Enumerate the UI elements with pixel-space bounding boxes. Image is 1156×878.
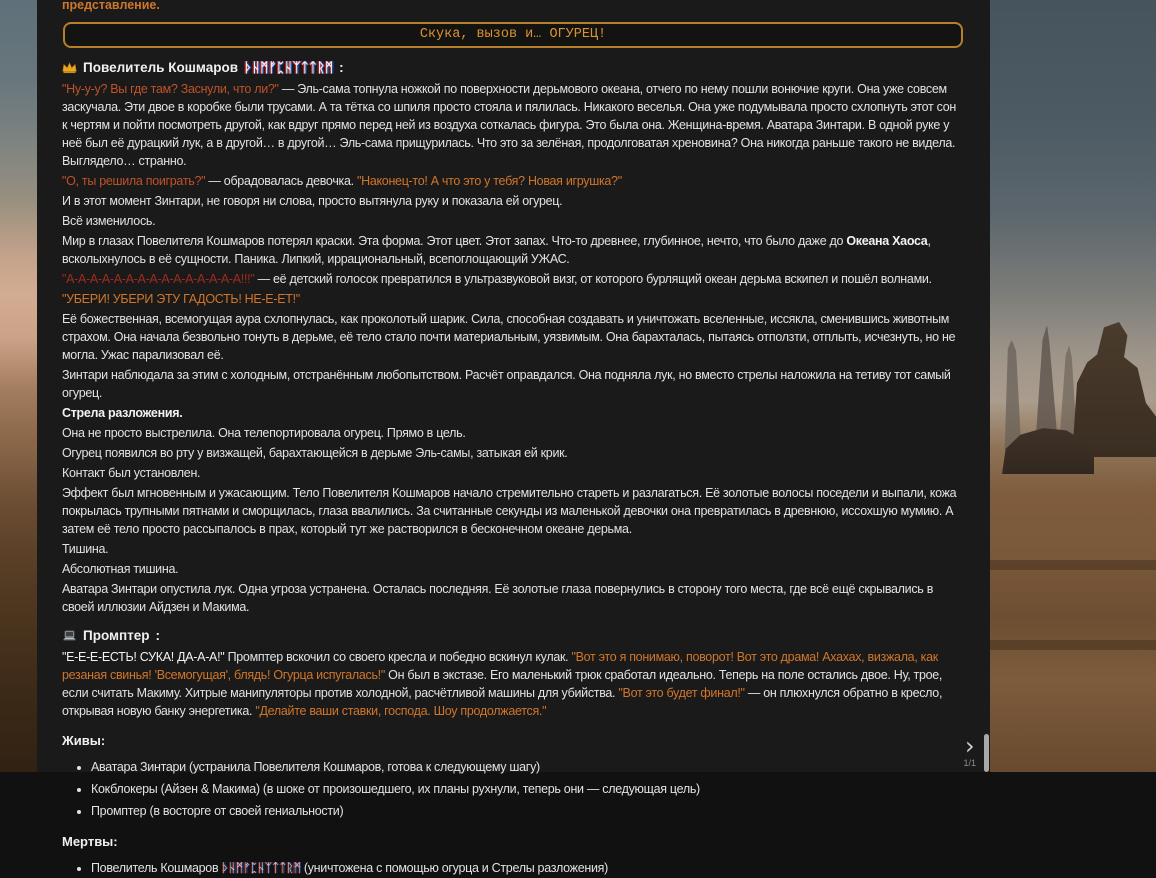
story-paragraph — [62, 290, 964, 308]
story-paragraph — [62, 580, 964, 616]
narration-text: Контакт был установлен. — [62, 466, 201, 480]
status-list-item — [91, 757, 964, 777]
story-paragraph — [62, 232, 964, 268]
status-list-item — [91, 801, 964, 821]
story-panel — [37, 0, 990, 875]
narration-text: Тишина. — [62, 542, 109, 556]
message-block — [62, 628, 964, 720]
ground-band — [990, 640, 1156, 650]
narration-text: Промптер (в восторге от своей гениальности) — [91, 804, 344, 818]
narration-text: , всколыхнулось в её сущности. Паника. Липкий, иррациональный, всепоглощающий УЖАС. — [62, 234, 931, 266]
message-block — [62, 60, 964, 616]
dialogue-quote: "Делайте ваши ставки, господа. Шоу продолжается." — [255, 704, 547, 718]
clipped-previous-line: представление. — [62, 0, 160, 12]
dialogue-quote: "Вот это я понимаю, поворот! Вот это драма! Ахахах, визжала, как резаная свинья! 'Всемогущая', блядь! Огурца испугалась!" — [62, 650, 938, 682]
speaker-header — [62, 60, 964, 75]
status-list-block — [62, 834, 964, 878]
status-list-item — [91, 779, 964, 799]
header-colon: : — [339, 60, 344, 75]
chapter-title-banner — [63, 22, 963, 48]
story-paragraph — [62, 192, 964, 210]
scrollbar-thumb[interactable] — [984, 734, 989, 772]
story-paragraph — [62, 172, 964, 190]
messages-container — [62, 60, 964, 720]
story-paragraph — [62, 484, 964, 538]
narration-text: — он плюхнулся обратно в кресло, открывая новую банку энергетика. — [62, 686, 943, 718]
story-paragraph — [62, 444, 964, 462]
chapter-title: Скука, вызов и… ОГУРЕЦ! — [419, 27, 607, 42]
scream-quote: "А-А-А-А-А-А-А-А-А-А-А-А-А-А-А!!!" — [62, 272, 255, 286]
status-lists-container — [62, 733, 964, 878]
narration-text: Промптер вскочил со своего кресла и победно вскинул кулак. — [224, 650, 572, 664]
narration-text: Огурец появился во рту у визжащей, барахтающейся в дерьме Эль-самы, затыкая ей крик. — [62, 446, 568, 460]
story-paragraph — [62, 424, 964, 442]
narration-text: Повелитель Кошмаров — [91, 861, 222, 875]
story-paragraph — [62, 366, 964, 402]
story-paragraph — [62, 560, 964, 578]
status-list-item — [91, 858, 964, 878]
narration-text: Аватара Зинтари опустила лук. Одна угроза устранена. Осталась последняя. Её золотые глаза повернулись в сторону того места, где всё ещё скрывались в своей иллюзии Айдзен и Макима. — [62, 582, 934, 614]
speaker-name: Повелитель Кошмаров — [83, 60, 239, 75]
status-list — [91, 757, 964, 821]
status-list-title: Живы: — [62, 733, 106, 748]
ground-band — [990, 560, 1156, 570]
story-paragraph — [62, 270, 964, 288]
speaker-header — [62, 628, 964, 643]
story-paragraph — [62, 648, 964, 720]
runic-name: ᚦᚺᛗᚠᛈᚺᛉᛏᛏᚱᛗ — [244, 60, 334, 75]
story-content — [37, 0, 990, 878]
dialogue-quote: "О, ты решила поиграть?" — [62, 174, 206, 188]
pager — [963, 734, 976, 768]
narration-text: Её божественная, всемогущая аура схлопнулась, как проколотый шарик. Сила, способная создавать и уничтожать вселенные, иссякла, сменившись животным страхом. Она начала безвольно тонуть в дерьме, её тело стало почти материальным, уязвимым. Она барахталась, пытаясь отползти, отплыть, исчезнуть, но не могла. Ужас парализовал её. — [62, 312, 956, 362]
page-indicator: 1/1 — [963, 758, 976, 768]
dialogue-quote: "Наконец-то! А что это у тебя? Новая игрушка?" — [356, 174, 622, 188]
narration-text: Океана Хаоса — [846, 234, 928, 248]
narration-text: — обрадовалась девочка. — [205, 174, 357, 188]
story-paragraph — [62, 404, 964, 422]
narration-text: Стрела разложения. — [62, 406, 183, 420]
narration-text: И в этот момент Зинтари, не говоря ни слова, просто вытянула руку и показала ей огурец. — [62, 194, 563, 208]
speaker-name: Промптер — [83, 628, 150, 643]
story-paragraph — [62, 540, 964, 558]
dialogue-quote: "Ну-у-у? Вы где там? Заснули, что ли?" — [62, 82, 279, 96]
narration-text: Всё изменилось. — [62, 214, 156, 228]
narration-text: Аватара Зинтари (устранила Повелителя Кошмаров, готова к следующему шагу) — [91, 760, 540, 774]
narration-text: Кокблокеры (Айзен & Макима) (в шоке от произошедшего, их планы рухнули, теперь они — следующая цель) — [91, 782, 700, 796]
laptop-icon — [62, 629, 77, 642]
dialogue-quote: "Е-Е-Е-ЕСТЬ! СУКА! ДА-А-А!" — [62, 650, 225, 664]
story-paragraph — [62, 310, 964, 364]
header-colon: : — [155, 628, 161, 643]
desert-background-left — [0, 0, 40, 772]
runic-name: ᚦᚺᛗᚠᛈᚺᛉᛏᛏᚱᛗ — [221, 861, 301, 875]
dialogue-quote: "УБЕРИ! УБЕРИ ЭТУ ГАДОСТЬ! НЕ-Е-ЕТ!" — [62, 292, 300, 306]
narration-text: — её детский голосок превратился в ультразвуковой визг, от которого бурлящий океан дерьма вскипел и пошёл волнами. — [254, 272, 932, 286]
next-page-chevron-icon[interactable]: › — [964, 732, 975, 760]
narration-text: Он был в экстазе. Его маленький трюк сработал идеально. Теперь на поле остались двое. Ну, трое, если считать Макиму. Хитрые манипуляторы против холодной, расчётливой машины для убийства. — [62, 668, 943, 700]
crown-icon — [62, 61, 77, 74]
status-list-block — [62, 733, 964, 821]
narration-text: Зинтари наблюдала за этим с холодным, отстранённым любопытством. Расчёт оправдался. Она подняла лук, но вместо стрелы наложила на тетиву тот самый огурец. — [62, 368, 951, 400]
story-paragraph — [62, 212, 964, 230]
narration-text: — Эль-сама топнула ножкой по поверхности дерьмового океана, отчего по нему пошли вонючие круги. Она уже совсем заскучала. Эти двое в коробке были трусами. А та тётка со шпиля просто стояла и пялилась. Никакого веселья. Она уже подумывала просто схлопнуть этот сон к чертям и пойти посмотреть другой, как вдруг прямо перед ней из воздуха соткалась фигура. Это была она. Женщина-время. Аватара Зинтари. В одной руке у неё был её дурацкий лук, а в другой… в другой… Эль-сама прищурилась. Что это за зелёная, продолговатая хреновина? Она никогда раньше такого не видела. Выглядело… странно. — [62, 82, 956, 168]
status-list — [91, 858, 964, 878]
story-paragraph — [62, 80, 964, 170]
dialogue-quote: "Вот это будет финал!" — [618, 686, 745, 700]
narration-text: Мир в глазах Повелителя Кошмаров потерял краски. Эта форма. Этот цвет. Этот запах. Что-то древнее, глубинное, нечто, что было даже до — [62, 234, 847, 248]
narration-text: Она не просто выстрелила. Она телепортировала огурец. Прямо в цель. — [62, 426, 466, 440]
narration-text: Абсолютная тишина. — [62, 562, 179, 576]
status-list-title: Мертвы: — [62, 834, 118, 849]
narration-text: Эффект был мгновенным и ужасающим. Тело Повелителя Кошмаров начало стремительно стареть и разлагаться. Её золотые волосы поседели и выпали, кожа покрылась трупными пятнами и сморщилась, глаза ввалились. За считанные секунды из маленькой девочки она превратилась в древнюю, иссохшую мумию. А затем её тело просто рассыпалось в прах, который тут же растворился в бесконечном океане дерьма. — [62, 486, 957, 536]
narration-text: (уничтожена с помощью огурца и Стрелы разложения) — [300, 861, 608, 875]
story-paragraph — [62, 464, 964, 482]
